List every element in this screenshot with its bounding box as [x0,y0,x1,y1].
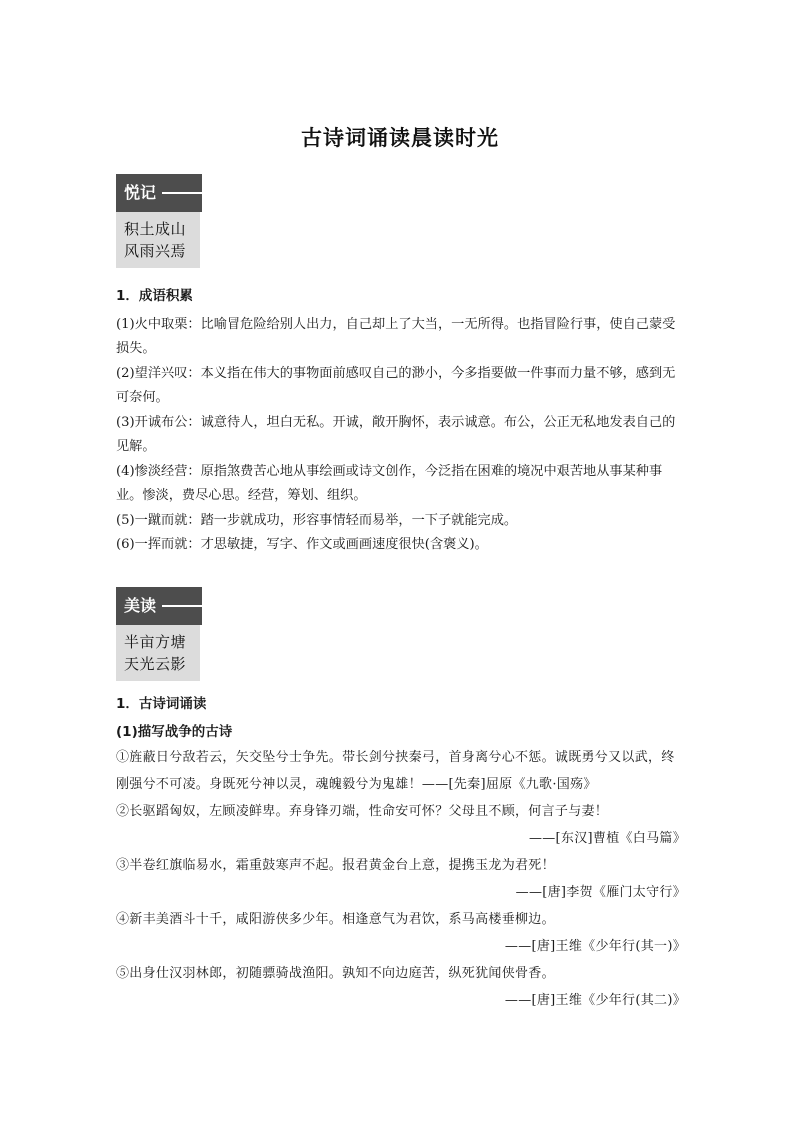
poem-text: ②长驱蹈匈奴，左顾凌鲜卑。弃身锋刃端，性命安可怀？父母且不顾，何言子与妻！ [116,804,609,819]
poem-list [116,744,686,1014]
badge-label [116,174,202,212]
section-badge-yueji [116,174,202,268]
badge-label [116,587,202,625]
poem-text: ④新丰美酒斗十千，咸阳游侠多少年。相逢意气为君饮，系马高楼垂柳边。 [116,912,555,927]
section-heading: 1．成语积累 [116,288,193,304]
idiom-item: (4)惨淡经营：原指煞费苦心地从事绘画或诗文创作，今泛指在困难的境况中艰苦地从事某种事业。惨淡，费尽心思。经营，筹划、组织。 [116,463,663,503]
idiom-item: (1)火中取栗：比喻冒危险给别人出力，自己却上了大当，一无所得。也指冒险行事，使自己蒙受损失。 [116,316,676,356]
poem-source: ——[唐]李贺《雁门太守行》 [515,885,686,900]
poem-text: ①旌蔽日兮敌若云，矢交坠兮士争先。带长剑兮挟秦弓，首身离兮心不惩。诚既勇兮又以武，终刚强兮不可凌。身既死兮神以灵，魂魄毅兮为鬼雄！——[先秦]屈原《九歌·国殇》 [116,750,675,792]
badge-decor-line [162,192,202,194]
badge-line-1: 积土成山 [124,220,187,238]
idiom-item: (3)开诚布公：诚意待人，坦白无私。开诚，敞开胸怀，表示诚意。布公，公正无私地发表自己的见解。 [116,414,676,454]
poem-text: ③半卷红旗临易水，霜重鼓寒声不起。报君黄金台上意，提携玉龙为君死！ [116,858,555,873]
badge-line-2: 天光云影 [124,655,187,673]
poem-section [116,692,686,1014]
badge-decor-line [162,605,202,607]
badge-line-2: 风雨兴焉 [124,242,187,260]
poem-source: ——[东汉]曹植《白马篇》 [528,831,686,846]
section-heading: 1．古诗词诵读 [116,696,207,712]
poem-source: ——[唐]王维《少年行(其一)》 [504,939,686,954]
badge-label-text: 悦记 [124,183,157,202]
idiom-section [116,284,686,558]
badge-line-1: 半亩方塘 [124,633,187,651]
section-badge-meidu [116,587,202,681]
poem-text: ⑤出身仕汉羽林郎，初随骠骑战渔阳。孰知不向边庭苦，纵死犹闻侠骨香。 [116,966,555,981]
badge-body [116,212,202,268]
badge-body [116,625,202,681]
idiom-item: (2)望洋兴叹：本义指在伟大的事物面前感叹自己的渺小，今多指要做一件事而力量不够，感到无可奈何。 [116,365,676,405]
badge-label-text: 美读 [124,596,157,615]
page-title: 古诗词诵读晨读时光 [301,126,499,150]
idiom-item: (5)一蹴而就：踏一步就成功，形容事情轻而易举，一下子就能完成。 [116,512,518,528]
poem-source: ——[唐]王维《少年行(其二)》 [504,993,686,1008]
idiom-item: (6)一挥而就：才思敏捷，写字、作文或画画速度很快(含褒义)。 [116,537,488,552]
section-subheading: (1)描写战争的古诗 [116,723,233,740]
